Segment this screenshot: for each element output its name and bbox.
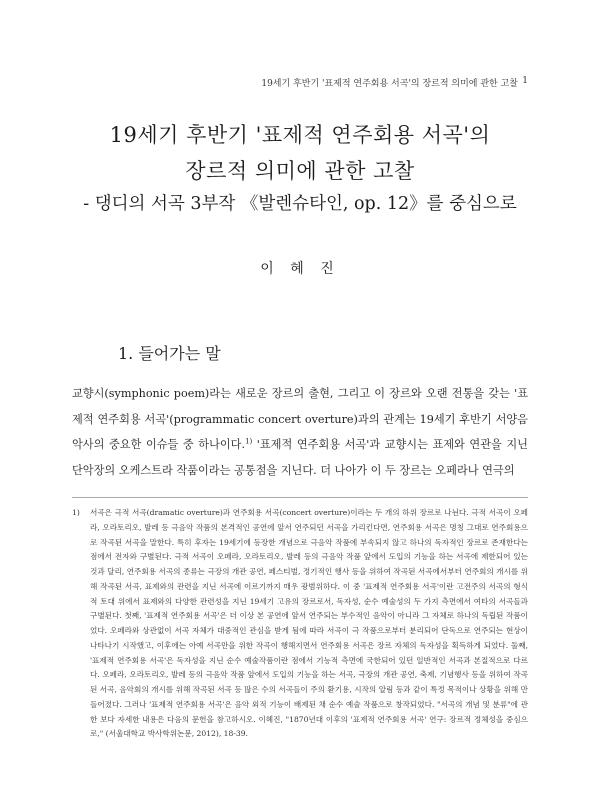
footnote-text: 서곡은 극적 서곡(dramatic overture)과 연주회용 서곡(concert overture)이라는 두 개의 하위 장르로 나뉜다. 극적 서곡이 오페라, 오라토리오, 발레 등 극음악 작품의 본격적인 공연에 앞서 연주되던 서곡을 가리킨다면, 연주회용 서곡은 명칭 그대로 연주회용으로 작곡된 서곡을 말한다. 특히 후자는 19세기에 등장한 개념으로 극음악 작품에 부속되지 않고 하나의 독자적인 장르로 존재한다는 점에서 전자와 구별된다. 극적 서곡이 오페라, 오라토리오, 발레 등의 극음악 작품 앞에서 도입의 기능을 하는 서곡에 제한되어 있는 것과 달리, 연주회용 서곡의 종류는 극장의 개관 공연, 페스티벌, 정기적인 행사 등을 위하여 작곡된 서곡에서부터 연주회의 개시를 위해 작곡된 서곡, 표제와의 관련을 지닌 서곡에 이르기까지 매우 광범위하다. 이 중 '표제적 연주회용 서곡'이란 고전주의 서곡의 형식적 토대 위에서 표제와의 다양한 관련성을 지닌 19세기 고유의 장르로서, 독자성, 순수 예술성의 두 가지 측면에서 여타의 서곡들과 구별된다. 첫째, '표제적 연주회용 서곡'은 더 이상 본 공연에 앞서 연주되는 부수적인 음악이 아니라 그 자체로 하나의 독립된 작품이었다. 오페라와 상관없이 서곡 자체가 대중적인 관심을 받게 됨에 따라 서곡이 극 작품으로부터 분리되어 단독으로 연주되는 현상이 나타나기 시작했고, 이후에는 아예 서곡만을 위한 작곡이 행해지면서 연주회용 서곡은 장르 자체의 독자성을 획득하게 되었다. 둘째, '표제적 연주회용 서곡'은 독자성을 지닌 순수 예술작품이란 점에서 기능적 측면에 국한되어 있던 일반적인 서곡과 본질적으로 다르다. 오페라, 오라토리오, 발레 등의 극음악 작품 앞에서 도입의 기능을 하는 서곡, 극장의 개관 공연, 축제, 기념행사 등을 위하여 작곡된 서곡, 음악회의 개시를 위해 작곡된 서곡 등 많은 수의 서곡들이 주의 환기용, 시작의 알림 등과 같이 특정 목적이나 상황을 위해 만들어졌다. 그러나 '표제적 연주회용 서곡'은 음악 외적 기능이 배제된 채 순수 예술 작품으로 창작되었다. "서곡의 개념 및 분류"에 관한 보다 자세한 내용은 다음의 문헌을 참고하시오. 이혜진, "1870년대 이후의 '표제적 연주회용 서곡' 연구: 장르적 정체성을 중심으로," (서울대학교 박사학위논문, 2012), 18-39. [90, 508, 528, 739]
body-text-part-1: 교향시(symphonic poem)라는 새로운 장르의 출현, 그리고 이 장르와 오랜 전통을 갖는 '표제적 연주회용 서곡'(programmatic concert overture)과의 관계는 19세기 후반기 서양음악사의 중요한 이슈들 중 하나이다. [72, 387, 528, 451]
page-number: 1 [522, 76, 528, 86]
title-line-2: 장르적 의미에 관한 고찰 [185, 159, 415, 183]
author-name: 이 혜 진 [260, 261, 340, 277]
footnote-reference[interactable]: 1) [245, 437, 253, 446]
title-line-1: 19세기 후반기 '표제적 연주회용 서곡'의 [109, 123, 491, 147]
title-block [40, 117, 560, 219]
footnote-divider [72, 497, 528, 498]
footnote-marker: 1) [72, 508, 80, 517]
subtitle: - 댕디의 서곡 3부작 《발렌슈타인, op. 12》를 중심으로 [83, 194, 517, 214]
section-heading: 1. 들어가는 말 [118, 344, 221, 363]
body-text-part-2: '표제적 연주회용 서곡'과 교향시는 표제와 연관을 지닌 단악장의 오케스트라 작품이라는 공통점을 지닌다. 더 나아가 이 두 장르는 오페라나 연극의 [72, 438, 528, 477]
body-paragraph [72, 381, 528, 483]
running-header: 19세기 후반기 '표제적 연주회용 서곡'의 장르적 의미에 관한 고찰 [261, 79, 518, 89]
footnote [72, 506, 528, 742]
